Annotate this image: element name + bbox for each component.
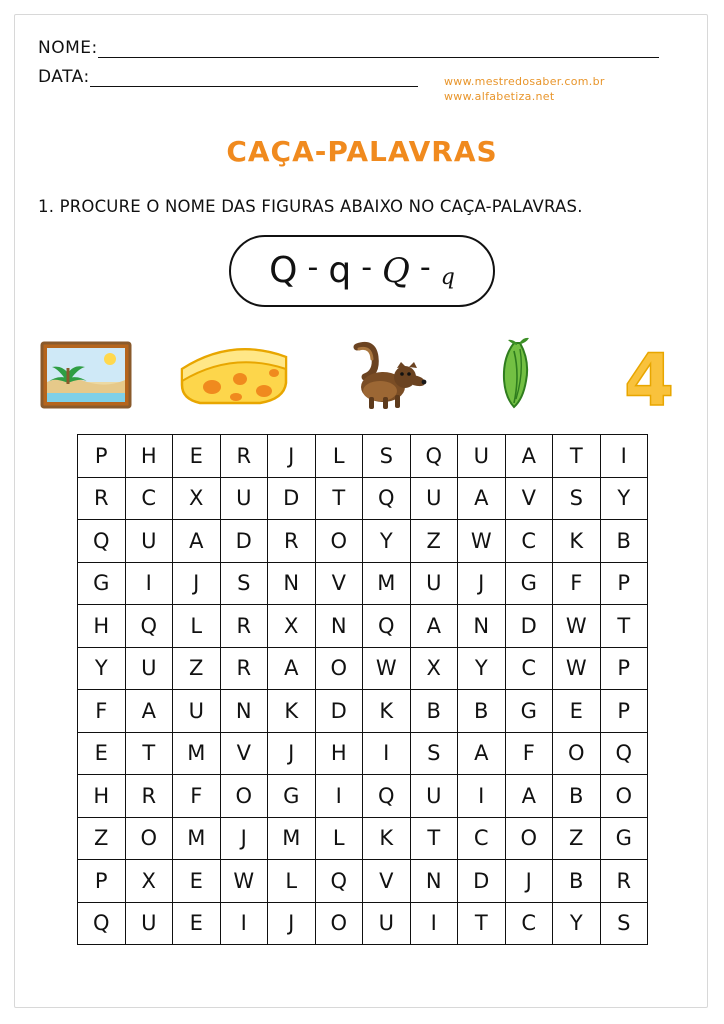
grid-cell[interactable]: O bbox=[220, 775, 268, 818]
letter-separator-1: - bbox=[307, 250, 319, 285]
grid-cell[interactable]: F bbox=[553, 562, 601, 605]
grid-cell[interactable]: Y bbox=[458, 647, 506, 690]
grid-cell[interactable]: T bbox=[458, 902, 506, 945]
grid-cell[interactable]: X bbox=[410, 647, 458, 690]
grid-row bbox=[78, 902, 648, 945]
grid-cell[interactable]: C bbox=[505, 520, 553, 563]
grid-row bbox=[78, 520, 648, 563]
grid-cell[interactable]: E bbox=[173, 435, 221, 478]
grid-cell[interactable]: J bbox=[268, 732, 316, 775]
grid-cell[interactable]: N bbox=[410, 860, 458, 903]
grid-cell[interactable]: Q bbox=[78, 902, 126, 945]
grid-cell[interactable]: S bbox=[410, 732, 458, 775]
grid-cell[interactable]: F bbox=[173, 775, 221, 818]
grid-cell[interactable]: I bbox=[315, 775, 363, 818]
grid-cell[interactable]: C bbox=[505, 902, 553, 945]
grid-cell[interactable]: W bbox=[553, 605, 601, 648]
grid-cell[interactable]: I bbox=[125, 562, 173, 605]
letter-uppercase-print: Q bbox=[269, 250, 298, 291]
grid-cell[interactable]: N bbox=[268, 562, 316, 605]
site-url-secondary: www.alfabetiza.net bbox=[444, 90, 555, 103]
grid-cell[interactable]: P bbox=[78, 860, 126, 903]
grid-cell[interactable]: Q bbox=[600, 732, 648, 775]
grid-cell[interactable]: Q bbox=[363, 477, 411, 520]
grid-cell[interactable]: M bbox=[268, 817, 316, 860]
grid-cell[interactable]: E bbox=[553, 690, 601, 733]
grid-cell[interactable]: H bbox=[125, 435, 173, 478]
grid-cell[interactable]: O bbox=[600, 775, 648, 818]
grid-cell[interactable]: I bbox=[363, 732, 411, 775]
nome-input-line[interactable] bbox=[98, 42, 659, 58]
grid-cell[interactable]: X bbox=[125, 860, 173, 903]
grid-row bbox=[78, 817, 648, 860]
grid-cell[interactable]: V bbox=[505, 477, 553, 520]
grid-cell[interactable]: Y bbox=[78, 647, 126, 690]
grid-cell[interactable]: O bbox=[315, 520, 363, 563]
grid-cell[interactable]: O bbox=[505, 817, 553, 860]
letter-variants-box bbox=[229, 235, 495, 307]
grid-cell[interactable]: N bbox=[220, 690, 268, 733]
site-credits bbox=[444, 74, 605, 104]
grid-cell[interactable]: A bbox=[505, 435, 553, 478]
word-search-body bbox=[78, 435, 648, 945]
grid-cell[interactable]: T bbox=[600, 605, 648, 648]
grid-cell[interactable]: S bbox=[553, 477, 601, 520]
grid-cell[interactable]: V bbox=[315, 562, 363, 605]
grid-cell[interactable]: A bbox=[125, 690, 173, 733]
grid-cell[interactable]: W bbox=[220, 860, 268, 903]
grid-cell[interactable]: H bbox=[78, 775, 126, 818]
grid-cell[interactable]: E bbox=[78, 732, 126, 775]
nome-field-row bbox=[38, 38, 684, 58]
grid-cell[interactable]: U bbox=[410, 562, 458, 605]
grid-cell[interactable]: E bbox=[173, 902, 221, 945]
grid-cell[interactable]: V bbox=[220, 732, 268, 775]
grid-row bbox=[78, 435, 648, 478]
grid-cell[interactable]: D bbox=[505, 605, 553, 648]
grid-cell[interactable]: K bbox=[553, 520, 601, 563]
grid-cell[interactable]: C bbox=[125, 477, 173, 520]
grid-cell[interactable]: D bbox=[458, 860, 506, 903]
grid-cell[interactable]: Z bbox=[410, 520, 458, 563]
grid-cell[interactable]: O bbox=[315, 902, 363, 945]
grid-cell[interactable]: Z bbox=[173, 647, 221, 690]
grid-cell[interactable]: K bbox=[268, 690, 316, 733]
grid-cell[interactable]: D bbox=[315, 690, 363, 733]
grid-cell[interactable]: I bbox=[410, 902, 458, 945]
word-search-table bbox=[77, 434, 648, 945]
grid-cell[interactable]: U bbox=[125, 520, 173, 563]
instruction-text: 1. PROCURE O NOME DAS FIGURAS ABAIXO NO CAÇA-PALAVRAS. bbox=[38, 197, 583, 216]
data-label: DATA: bbox=[38, 67, 90, 87]
site-url-primary: www.mestredosaber.com.br bbox=[444, 75, 605, 88]
grid-cell[interactable]: Y bbox=[363, 520, 411, 563]
grid-cell[interactable]: W bbox=[458, 520, 506, 563]
letter-uppercase-cursive: Q bbox=[382, 251, 410, 291]
grid-cell[interactable]: P bbox=[600, 562, 648, 605]
grid-cell[interactable]: Y bbox=[553, 902, 601, 945]
nome-label: NOME: bbox=[38, 38, 98, 58]
grid-cell[interactable]: M bbox=[173, 817, 221, 860]
grid-cell[interactable]: K bbox=[363, 817, 411, 860]
grid-row bbox=[78, 732, 648, 775]
quiabo-picture bbox=[484, 335, 554, 415]
quati-picture bbox=[339, 335, 429, 415]
grid-cell[interactable]: D bbox=[220, 520, 268, 563]
grid-cell[interactable]: L bbox=[173, 605, 221, 648]
grid-cell[interactable]: S bbox=[600, 902, 648, 945]
grid-cell[interactable]: U bbox=[410, 775, 458, 818]
grid-cell[interactable]: W bbox=[363, 647, 411, 690]
grid-cell[interactable]: J bbox=[505, 860, 553, 903]
grid-cell[interactable]: S bbox=[363, 435, 411, 478]
grid-cell[interactable]: U bbox=[458, 435, 506, 478]
grid-cell[interactable]: Q bbox=[78, 520, 126, 563]
grid-cell[interactable]: G bbox=[505, 562, 553, 605]
grid-cell[interactable]: C bbox=[505, 647, 553, 690]
grid-cell[interactable]: R bbox=[220, 647, 268, 690]
grid-cell[interactable]: R bbox=[78, 477, 126, 520]
grid-cell[interactable]: L bbox=[268, 860, 316, 903]
queijo-picture bbox=[174, 335, 294, 415]
letter-separator-3: - bbox=[419, 250, 431, 285]
grid-row bbox=[78, 690, 648, 733]
grid-cell[interactable]: H bbox=[315, 732, 363, 775]
grid-cell[interactable]: K bbox=[363, 690, 411, 733]
grid-cell[interactable]: F bbox=[505, 732, 553, 775]
grid-cell[interactable]: Q bbox=[363, 775, 411, 818]
grid-cell[interactable]: Z bbox=[78, 817, 126, 860]
grid-cell[interactable]: A bbox=[505, 775, 553, 818]
grid-cell[interactable]: R bbox=[220, 605, 268, 648]
grid-cell[interactable]: C bbox=[458, 817, 506, 860]
grid-cell[interactable]: V bbox=[363, 860, 411, 903]
grid-cell[interactable]: N bbox=[315, 605, 363, 648]
grid-cell[interactable]: G bbox=[78, 562, 126, 605]
grid-cell[interactable]: O bbox=[315, 647, 363, 690]
grid-cell[interactable]: J bbox=[458, 562, 506, 605]
grid-cell[interactable]: M bbox=[173, 732, 221, 775]
grid-row bbox=[78, 775, 648, 818]
grid-cell[interactable]: O bbox=[553, 732, 601, 775]
word-search-grid bbox=[77, 434, 648, 945]
grid-cell[interactable]: J bbox=[268, 902, 316, 945]
grid-cell[interactable]: J bbox=[173, 562, 221, 605]
grid-cell[interactable]: T bbox=[553, 435, 601, 478]
grid-row bbox=[78, 860, 648, 903]
grid-cell[interactable]: B bbox=[553, 860, 601, 903]
grid-cell[interactable]: Q bbox=[125, 605, 173, 648]
grid-cell[interactable]: R bbox=[125, 775, 173, 818]
grid-cell[interactable]: U bbox=[363, 902, 411, 945]
grid-cell[interactable]: I bbox=[458, 775, 506, 818]
letter-separator-2: - bbox=[361, 250, 373, 285]
grid-cell[interactable]: R bbox=[268, 520, 316, 563]
grid-cell[interactable]: A bbox=[268, 647, 316, 690]
grid-cell[interactable]: A bbox=[173, 520, 221, 563]
quatro-picture bbox=[614, 335, 684, 415]
grid-cell[interactable]: U bbox=[220, 477, 268, 520]
grid-row bbox=[78, 605, 648, 648]
grid-cell[interactable]: T bbox=[315, 477, 363, 520]
grid-cell[interactable]: U bbox=[173, 690, 221, 733]
grid-cell[interactable]: J bbox=[220, 817, 268, 860]
grid-cell[interactable]: T bbox=[410, 817, 458, 860]
grid-cell[interactable]: S bbox=[220, 562, 268, 605]
grid-cell[interactable]: W bbox=[553, 647, 601, 690]
grid-cell[interactable]: P bbox=[78, 435, 126, 478]
quadro-picture bbox=[38, 335, 134, 415]
grid-cell[interactable]: X bbox=[268, 605, 316, 648]
grid-row bbox=[78, 477, 648, 520]
svg-text:4: 4 bbox=[623, 338, 675, 415]
grid-cell[interactable]: H bbox=[78, 605, 126, 648]
grid-cell[interactable]: L bbox=[315, 817, 363, 860]
grid-cell[interactable]: U bbox=[410, 477, 458, 520]
grid-row bbox=[78, 562, 648, 605]
grid-cell[interactable]: G bbox=[505, 690, 553, 733]
grid-cell[interactable]: L bbox=[315, 435, 363, 478]
grid-cell[interactable]: B bbox=[410, 690, 458, 733]
grid-cell[interactable]: U bbox=[125, 902, 173, 945]
grid-cell[interactable]: B bbox=[458, 690, 506, 733]
grid-cell[interactable]: P bbox=[600, 690, 648, 733]
grid-cell[interactable]: Z bbox=[553, 817, 601, 860]
picture-strip bbox=[34, 335, 694, 415]
grid-cell[interactable]: N bbox=[458, 605, 506, 648]
grid-row bbox=[78, 647, 648, 690]
grid-cell[interactable]: A bbox=[410, 605, 458, 648]
grid-cell[interactable]: O bbox=[125, 817, 173, 860]
grid-cell[interactable]: B bbox=[600, 520, 648, 563]
grid-cell[interactable]: Q bbox=[410, 435, 458, 478]
grid-cell[interactable]: D bbox=[268, 477, 316, 520]
data-input-line[interactable] bbox=[90, 71, 418, 87]
grid-cell[interactable]: B bbox=[553, 775, 601, 818]
grid-cell[interactable]: A bbox=[458, 477, 506, 520]
grid-cell[interactable]: Q bbox=[315, 860, 363, 903]
letter-lowercase-print: q bbox=[328, 250, 352, 291]
page-title: CAÇA-PALAVRAS bbox=[226, 135, 498, 168]
grid-cell[interactable]: U bbox=[125, 647, 173, 690]
grid-cell[interactable]: P bbox=[600, 647, 648, 690]
grid-cell[interactable]: I bbox=[600, 435, 648, 478]
grid-cell[interactable]: Y bbox=[600, 477, 648, 520]
grid-cell[interactable]: I bbox=[220, 902, 268, 945]
grid-cell[interactable]: G bbox=[600, 817, 648, 860]
grid-cell[interactable]: F bbox=[78, 690, 126, 733]
grid-cell[interactable]: G bbox=[268, 775, 316, 818]
grid-cell[interactable]: T bbox=[125, 732, 173, 775]
grid-cell[interactable]: X bbox=[173, 477, 221, 520]
grid-cell[interactable]: A bbox=[458, 732, 506, 775]
grid-cell[interactable]: Q bbox=[363, 605, 411, 648]
grid-cell[interactable]: J bbox=[268, 435, 316, 478]
grid-cell[interactable]: E bbox=[173, 860, 221, 903]
grid-cell[interactable]: R bbox=[600, 860, 648, 903]
grid-cell[interactable]: M bbox=[363, 562, 411, 605]
letter-lowercase-cursive: q bbox=[440, 265, 455, 290]
grid-cell[interactable]: R bbox=[220, 435, 268, 478]
